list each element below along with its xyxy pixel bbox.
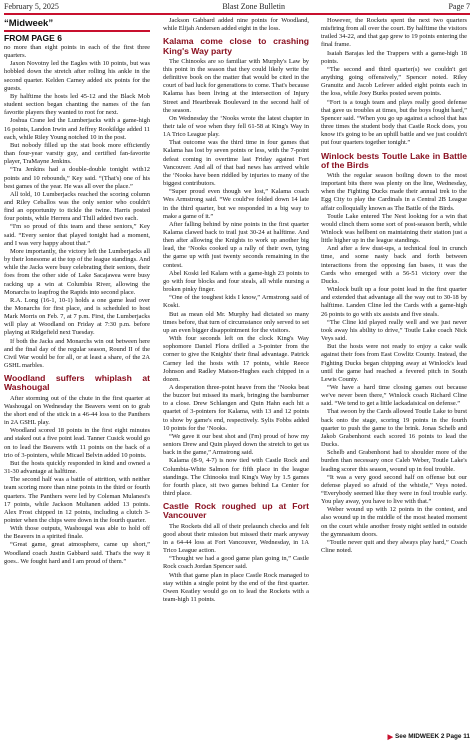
article-paragraph: Toutle Lake entered The Nest looking for a win that would clinch them some sort of post-season berth, while Winlock was hellbent on maintaining their station just a little higher up in the league standings.	[321, 212, 467, 245]
article-paragraph: That swoon by the Cards allowed Toutle Lake to burst back onto the stage, scoring 19 points in the fourth quarter to push the game to the brink. Jonas Schelb and Jakob Grabenhorst each scored 16 points to lead the Ducks.	[321, 408, 467, 449]
article-paragraph: After storming out of the chute in the first quarter at Washougal on Wednesday the Beavers went on to grab the short end of the stick in a 46-44 loss to the Panthers in 2A GSHL play.	[4, 394, 150, 427]
article-paragraph: R.A. Long (16-1, 10-1) holds a one game lead over the Monarchs for first place, and is scheduled to host Mark Morris on Feb. 7, at 7 p.m. First, the Lumberjacks will play at Woodland on Friday at 7:30 p.m. before playing at Ridgefield next Tuesday.	[4, 296, 150, 337]
story-kicker: “Midweek”	[4, 18, 54, 29]
article-paragraph: “Super proud even though we lost,” Kalama coach Wes Armstrong said. “We could've folded down 14 late in the third quarter, but we responded in a big way to make a game of it.”	[163, 188, 309, 220]
article-paragraph: “I'm so proud of this team and these seniors,” Key said. “Every senior that played tonight had a moment, and I was very happy about that.”	[4, 223, 150, 247]
column-3	[321, 17, 467, 732]
article-paragraph: Woodland scored 18 points in the first eight minutes and staked out a five point lead. Tanner Cusick would go on to lead the Beavers with 11 points on the back of a trio of 3-pointers, while Micael Belvin added 10 points.	[4, 427, 150, 459]
article-paragraph: “We gave it our best shot and (I'm) proud of how my seniors Drew and Quin played down the stretch to get us back in the game,” Armstrong said.	[163, 432, 309, 457]
article-paragraph: Winlock built up a four point lead in the first quarter and extended that advantage all the way out to 30-18 by halftime. Landen Cline led the Cards with a game-high 26 points to go with six assists and five steals.	[321, 286, 467, 318]
article-paragraph: With the regular season boiling down to the most important bits there was plenty on the line, Wednesday, when the Fighting Ducks made their annual trek to the Egg City to play the Cardinals in a Central 2B League affair colloquially known as The Battle of the Birds.	[321, 171, 467, 212]
article-paragraph: With that game plan in place Castle Rock managed to stay within a single point by the end of the first quarter. Owen Keatley would go on to lead the Rockets with a team-high 11 points.	[163, 571, 309, 603]
article-paragraph: “Fort is a tough team and plays really good defense that gave us troubles at times, but the boys fought hard,” Spencer said. “When you go up against a school that has three times the student body that Castle Rock does, you know it's going to be an uphill battle and we just couldn't put four quarters together tonight.”	[321, 98, 467, 147]
header-divider	[4, 13, 470, 15]
article-paragraph: Weber wound up with 12 points in the contest, and also wound up in the middle of the most heated moment on the court while another frosty night settled in outside the gymnasium doors.	[321, 506, 467, 538]
page-header	[4, 0, 470, 13]
article-paragraph: That outcome was the third time in four games that Kalama has lost by seven points or less, with the 7-point defeat coming in overtime last Friday against Fort Vancouver. And all of that bad news has arrived while the ‘Nooks have been riddled by injuries to many of the biggest contributors.	[163, 139, 309, 188]
article-paragraph: On Wednesday the ‘Nooks wrote the latest chapter in their tale of woe when they fell 61-58 at King's Way in 1A Trico League play.	[163, 114, 309, 139]
jump-line[interactable]	[388, 731, 470, 742]
column-1	[4, 17, 150, 732]
article-paragraph: By halftime the hosts led 45-12 and the Black Mob student section began chanting the names of the fan favorite players they wanted to root for next.	[4, 92, 150, 117]
article-paragraph: “Toutle never quit and they always play hard,” Coach Cline noted.	[321, 538, 467, 555]
article-headline: Winlock bests Toutle Lake in Battle of the Birds	[321, 150, 467, 170]
page-number: Page 7	[448, 2, 470, 11]
article-paragraph: With four seconds left on the clock King's Way sophomore Daniel Flora drilled a 3-pointer from the corner to give the Knights' their final advantage. Patrick Carney led the hosts with 17 points, while Reece Johnson and Radley Matson-Hughes each chipped in a dozen.	[163, 335, 309, 383]
article-paragraph: A desperation three-point heave from the ‘Nooks beat the buzzer but missed its mark, bringing the barnburner to a close. Drew Schlangen and Quin Hahn each hit a quartet of 3-pointers for Kalama, with 13 and 12 points to show by game's end, respectively. Sylis Fobbs added 10 points for the ‘Nooks.	[163, 383, 309, 432]
article-paragraph: Schelb and Grabenhorst had to shoulder more of the burden than necessary once Caleb Weber, Toutle Lake's leading scorer this season, wound up in foul trouble.	[321, 449, 467, 473]
header-date: February 5, 2025	[4, 2, 59, 11]
article-headline: Castle Rock roughed up at Fort Vancouver	[163, 501, 309, 521]
article-paragraph: But the hosts were not ready to enjoy a cake walk against their foes from East Cowlitz County. Instead, the Fighting Ducks began chipping away at Winlock's lead until the game had reached a fevered pitch in South Lewis County.	[321, 343, 467, 383]
article-paragraph: “We have a hard time closing games out because we've never been there,” Winlock coach Richard Cline said. “We tend to get a little lackadaisical on defense.”	[321, 383, 467, 408]
article-paragraph: And after a few dust-ups, a technical foul in crunch time, and some nasty back and forth between interactions from the opposing fan bases, it was the Cards who emerged with a 56-51 victory over the Ducks.	[321, 245, 467, 285]
article-paragraph: All told, 10 Lumberjacks reached the scoring column and Riley Ceballos was the only senior who couldn't find an opportunity to tickle the twine. Harris posted four points, while Herrera and Thill added two each.	[4, 190, 150, 223]
article-paragraph: After falling behind by nine points in the first quarter Kalama clawed back to trail just 30-24 at halftime. And then after allowing the Knights to work up another big lead, the ‘Nooks cooked up a rally of their own, tying the game up with just twenty seconds remaining in the contest.	[163, 220, 309, 269]
article-paragraph: The Rockets did all of their prelaunch checks and felt good about their mission but missed their mark anyway in a 64-44 loss at Fort Vancouver, Wednesday, in 1A Trico League action.	[163, 522, 309, 555]
article-paragraph: Isaiah Barajas led the Trappers with a game-high 18 points.	[321, 49, 467, 65]
article-paragraph: But the hosts quickly responded in kind and owned a 31-30 advantage at halftime.	[4, 459, 150, 476]
article-paragraph: However, the Rockets spent the next two quarters misfiring from all over the court. By halftime the visitors trailed 34-22, and that gap grew to 19 points entering the final frame.	[321, 17, 467, 49]
arrow-right-icon: ▶	[387, 733, 394, 741]
article-paragraph: But nobody filled up the stat book more efficiently than four-year varsity guy, and certified fan-favorite player, TraMayne Jenkins.	[4, 141, 150, 166]
article-paragraph: If both the Jacks and Monarchs win out between here and the final day of the regular season, Round II of the Civil War would be for all, or at least a share, of the 2A GSHL marbles.	[4, 337, 150, 370]
article-paragraph: But as mean old Mr. Murphy had dictated so many times before, that turn of circumstance only served to set up an even bigger disappointment for the visitors.	[163, 310, 309, 334]
continued-from-label: FROM PAGE 6	[4, 33, 62, 43]
article-paragraph: “Great game, great atmosphere, came up short,” Woodland coach Justin Gabbard said. That's the way it goes.. We fought hard and I am proud of them.”	[4, 541, 150, 565]
article-paragraph: “The second and third quarter(s) we couldn't get anything going offensively,” Spencer noted. Riley Granuitz and Jacob Lefever added eight points each in the loss, while Joey Burks posted seven points.	[321, 65, 467, 98]
article-paragraph: More importantly, the victory left the Lumberjacks all by their lonesome at the top of the league standings. And while the Jacks were busy celebrating their seniors, their foes from the other side of Lake Sacajawea were busy racking up a win at Columbia River, allowing the Monarchs to leapfrog the Rapids into second place.	[4, 247, 150, 296]
article-paragraph: The second half was a battle of attrition, with neither team scoring more than nine points in the third or fourth quarters. The Panthers were led by Coleman Mulanesi's 17 points, while Jackson Multanen added 13 points. Alex Frost chipped in 12 points, including a clutch 3-pointer when the chips were down in the fourth quarter.	[4, 476, 150, 524]
article-paragraph: Jackson Gabbard added nine points for Woodland, while Elijah Andersen added eight in the loss.	[163, 17, 309, 33]
jump-line-text: See MIDWEEK 2 Page 11	[395, 733, 470, 740]
kicker-divider	[4, 30, 150, 32]
article-paragraph: “Tra Jenkins had a double-double tonight with12 points and 10 rebounds,” Key said. “(That's) one of his best games of the year. He was all over the place.”	[4, 166, 150, 190]
publication-title: Blast Zone Bulletin	[222, 2, 285, 11]
column-2	[163, 17, 309, 732]
article-paragraph: With those outputs, Washougal was able to hold off the Beavers in a spirited finale.	[4, 525, 150, 541]
article-headline: Kalama come close to crashing King's Way party	[163, 36, 309, 56]
article-paragraph: no more than eight points in each of the first three quarters.	[4, 44, 150, 60]
article-paragraph: Jaxon Novotny led the Eagles with 10 points, but was hobbled down the stretch after rolling his ankle in the second quarter. Kelden Carney added six points for the guests.	[4, 60, 150, 92]
article-paragraph: “One of the toughest kids I know,” Armstrong said of Koski.	[163, 294, 309, 310]
article-paragraph: Joshua Crane led the Lumberjacks with a game-high 16 points, Landon Irwin and Jeffrey Rookildge added 11 each, while Riley Young notched 10 in the post.	[4, 117, 150, 141]
article-paragraph: Abel Koski led Kalam with a game-high 23 points to go with four blocks and four steals, all while nursing a broken pinky finger.	[163, 269, 309, 294]
article-headline: Woodland suffers whiplash at Washougal	[4, 373, 150, 393]
article-paragraph: “It was a very good second half on offense but our defense played so afraid of the whistle,” Veys noted. “Everybody seemed like they were in foul trouble early. You play away, you have to live with that.”	[321, 473, 467, 506]
article-paragraph: Kalama (8-9, 4-7) is now tied with Castle Rock and Columbia-White Salmon for fifth place in the league standings. The Chinooks trail King's Way by 1.5 games for fourth place, sit two games behind La Center for third place.	[163, 457, 309, 497]
article-paragraph: “The Cline kid played really well and we just never took away his ability to drive,” Toutle Lake coach Nick Veys said.	[321, 318, 467, 343]
article-paragraph: “Thought we had a good game plan going in,” Castle Rock coach Jordan Spencer said.	[163, 555, 309, 571]
article-paragraph: The Chinooks are so familiar with Murphy's Law by this point in the season that they could likely write the definitive book on the matter that would be cited in the court of bad luck for generations to come. That's because Kalama has been living at the intersection of Injury Street and Heartbreak Boulevard in the second half of the season.	[163, 57, 309, 114]
